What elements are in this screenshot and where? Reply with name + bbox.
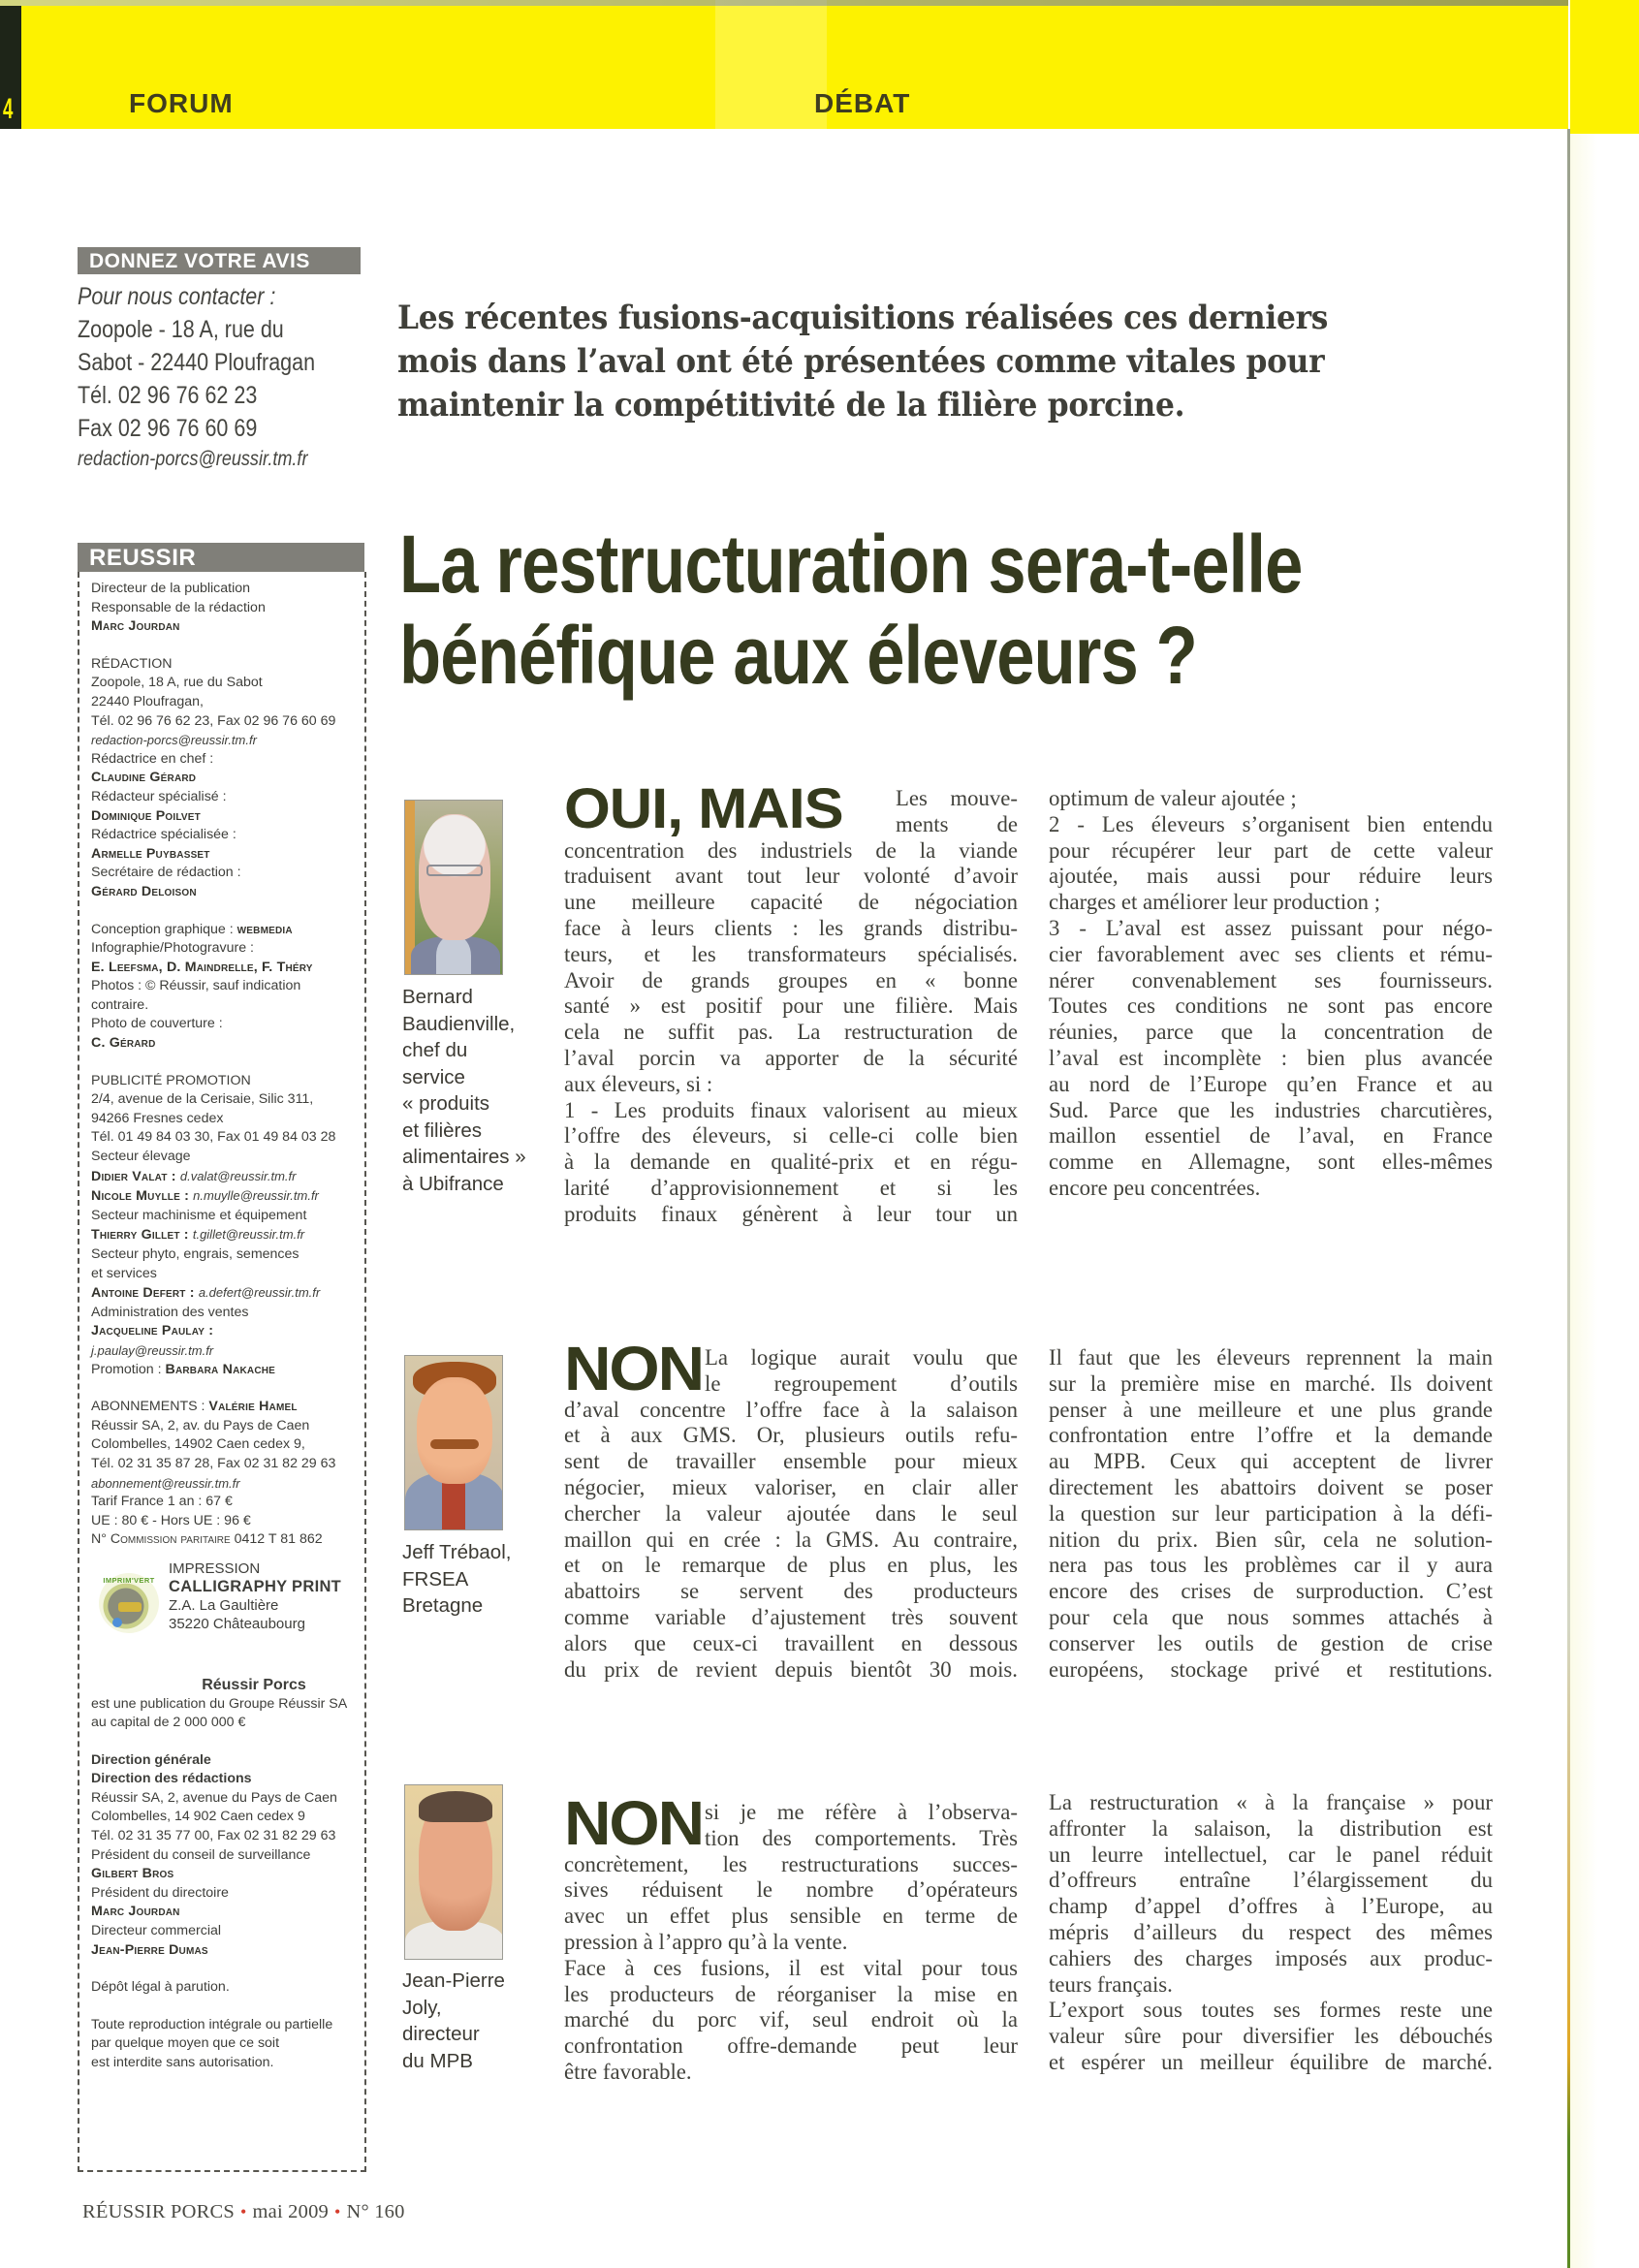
copyright-2: par quelque moyen que ce soit bbox=[91, 2035, 280, 2052]
redaction-label: RÉDACTION bbox=[91, 655, 173, 672]
masthead-box bbox=[78, 572, 366, 2172]
contact-email-link[interactable]: d.valat@reussir.tm.fr bbox=[179, 1168, 297, 1183]
bullet-separator: • bbox=[333, 2202, 341, 2221]
commercial-name: Jean-Pierre Dumas bbox=[91, 1941, 208, 1958]
top-edge-strip bbox=[0, 0, 1568, 6]
management-address-1: Réussir SA, 2, avenue du Pays de Caen bbox=[91, 1789, 337, 1806]
contact-fax: Fax 02 96 76 60 69 bbox=[78, 415, 258, 442]
redaction-phone: Tél. 02 96 76 62 23, Fax 02 96 76 60 69 bbox=[91, 712, 336, 729]
sector-phyto-2: et services bbox=[91, 1265, 157, 1281]
advertising-phone: Tél. 01 49 84 03 30, Fax 01 49 84 03 28 bbox=[91, 1129, 336, 1146]
contact-address-line2: Sabot - 22440 Ploufragan bbox=[78, 349, 316, 376]
subscriptions-phone: Tél. 02 31 35 87 28, Fax 02 31 82 29 63 bbox=[91, 1455, 336, 1471]
legal-deposit: Dépôt légal à parution. bbox=[91, 1979, 230, 1996]
debate-block-joly bbox=[399, 1769, 1495, 2137]
contact-details bbox=[78, 280, 366, 474]
redaction-address-1: Zoopole, 18 A, rue du Sabot bbox=[91, 675, 263, 691]
debate-text-column-1: Les mouve- ments de concentration des industriels de la viande traduisent avant tout leur volonté d’avoir une meilleure capacité de négociation face à leurs clients : les grands distribu- teurs, et les transformateurs spécialisés. Avoir de grands groupes en « bonne santé » est positif pour une filière. Mais cela ne suffit pas. La restructuration de l’aval porcin va apporter de la sécurité aux éleveurs, si : 1 - Les produits finaux valorisent au mieux l’offre des éleveurs, si celle-ci colle bien à la demande en qualité-prix et en régu- larité d’approvisionnement et si les produits finaux génèrent à leur tour un bbox=[564, 786, 1018, 1226]
person-caption-trebaol: Jeff Trébaol, FRSEA Bretagne bbox=[402, 1541, 512, 1617]
contact-phone: Tél. 02 96 76 62 23 bbox=[78, 382, 258, 409]
sales-admin-label: Administration des ventes bbox=[91, 1304, 249, 1320]
category-label: DÉBAT bbox=[814, 88, 911, 118]
contact-row: Thierry Gillet : t.gillet@reussir.tm.fr bbox=[91, 1227, 305, 1244]
contact-email-link[interactable]: a.defert@reussir.tm.fr bbox=[198, 1285, 321, 1301]
publication-name: Réussir Porcs bbox=[202, 1676, 306, 1693]
commission-row: N° Commission paritaire 0412 T 81 862 bbox=[91, 1531, 323, 1548]
management-address-2: Colombelles, 14 902 Caen cedex 9 bbox=[91, 1809, 305, 1825]
header-highlight-panel bbox=[715, 0, 827, 129]
secretary-label: Secrétaire de rédaction : bbox=[91, 865, 241, 881]
cover-name: C. Gérard bbox=[91, 1035, 156, 1052]
debate-block-baudienville bbox=[399, 777, 1495, 1304]
debate-text-column-1: La logique aurait voulu que le regroupement d’outils d’aval concentre l’offre face à la salaison et à aux GMS. Or, plusieurs outils refu- sent de travailler ensemble pour mieux négocier, mieux valoriser, en clair aller chercher la valeur ajoutée dans le seul maillon qui en crée : la GMS. Au contraire, et on le remarque de plus en plus, les abattoirs se servent des producteurs comme variable d’ajustement très souvent alors que ceux-ci travaillent en dessous du prix de revient depuis bientôt 30 mois. bbox=[564, 1345, 1018, 1682]
design-name: webmedia bbox=[236, 921, 293, 937]
redaction-address-2: 22440 Ploufragan, bbox=[91, 693, 204, 709]
copyright-1: Toute reproduction intégrale ou partielle bbox=[91, 2016, 333, 2032]
photos-credit-2: contraire. bbox=[91, 996, 149, 1013]
contact-box-title: DONNEZ VOTRE AVIS bbox=[78, 247, 361, 274]
contact-row: Antoine Defert : a.defert@reussir.tm.fr bbox=[91, 1285, 321, 1302]
contact-address-line1: Zoopole - 18 A, rue du bbox=[78, 316, 284, 343]
contact-lead: Pour nous contacter : bbox=[78, 283, 276, 310]
board-label: Président du conseil de surveillance bbox=[91, 1846, 311, 1863]
masthead bbox=[78, 543, 366, 2172]
section-label: FORUM bbox=[129, 88, 234, 118]
intro-line: mois dans l’aval ont été présentées comme vitales pour bbox=[397, 342, 1325, 381]
person-caption-joly: Jean-Pierre Joly, directeur du MPB bbox=[402, 1969, 505, 2072]
editor-chief-name: Claudine Gérard bbox=[91, 770, 197, 786]
management-label-2: Direction des rédactions bbox=[91, 1771, 252, 1787]
redaction-email-link[interactable]: redaction-porcs@reussir.tm.fr bbox=[91, 733, 257, 748]
intro-line: maintenir la compétitivité de la filière porcine. bbox=[397, 386, 1185, 425]
sales-admin-name: Jacqueline Paulay : bbox=[91, 1323, 214, 1339]
bullet-separator: • bbox=[239, 2202, 247, 2221]
debate-block-trebaol bbox=[399, 1336, 1495, 1743]
advertising-address-1: 2/4, avenue de la Cerisaie, Silic 311, bbox=[91, 1091, 314, 1108]
verdict-non: NON bbox=[564, 1334, 704, 1403]
director-name: Marc Jourdan bbox=[91, 618, 180, 635]
next-page-edge bbox=[1570, 0, 1639, 134]
portrait-photo-baudienville bbox=[404, 800, 503, 975]
footer-magazine: RÉUSSIR PORCS bbox=[82, 2201, 235, 2222]
page-footer bbox=[82, 2201, 405, 2223]
director-label-2: Responsable de la rédaction bbox=[91, 599, 266, 615]
headline-line: La restructuration sera-t-elle bbox=[399, 519, 1303, 610]
spec-editor-name: Dominique Poilvet bbox=[91, 807, 201, 824]
subscriptions-address-2: Colombelles, 14902 Caen cedex 9, bbox=[91, 1436, 305, 1453]
contact-email-link[interactable]: n.muylle@reussir.tm.fr bbox=[193, 1188, 319, 1204]
contact-row: Nicole Muylle : n.muylle@reussir.tm.fr bbox=[91, 1188, 319, 1205]
design-credit: Conception graphique : webmedia bbox=[91, 921, 293, 937]
advertising-address-2: 94266 Fresnes cedex bbox=[91, 1110, 224, 1126]
spec-editor2-name: Armelle Puybasset bbox=[91, 845, 210, 862]
debate-text-column-2: La restructuration « à la française » pour affronter la salaison, la distribution est un leurre intellectuel, car le panel réduit d’offreurs entraîne l’élargissement du champ d’appel d’offres à l’Europe, au mépris d’ailleurs du respect des mêmes cahiers des charges imposés aux produc- teurs français. L’export sous toutes ses formes reste une valeur sûre pour diversifier les débouchés et espérer un meilleur équilibre de marché. bbox=[1049, 1790, 1493, 2074]
directorate-name: Marc Jourdan bbox=[91, 1904, 180, 1920]
debate-text-column-1: si je me réfère à l’observa- tion des comportements. Très concrètement, les restructurations succes- sives réduisent le nombre d’opérateurs avec un effet plus sensible en terme de pression à l’appro qu’à la vente. Face à ces fusions, il est vital pour tous les producteurs de réorganiser la mise en marché du porc vif, seul endroit où la confrontation offre-demande peut leur être favorable. bbox=[564, 1800, 1018, 2084]
contact-email-link[interactable]: redaction-porcs@reussir.tm.fr bbox=[78, 448, 308, 470]
page-number-block bbox=[0, 6, 21, 129]
subscriptions-email-link[interactable]: abonnement@reussir.tm.fr bbox=[91, 1475, 240, 1491]
commercial-label: Directeur commercial bbox=[91, 1923, 222, 1939]
editor-chief-label: Rédactrice en chef : bbox=[91, 750, 214, 767]
management-label-1: Direction générale bbox=[91, 1751, 211, 1768]
verdict-non: NON bbox=[564, 1788, 704, 1858]
infographics-names: E. Leefsma, D. Maindrelle, F. Théry bbox=[91, 959, 313, 975]
person-caption-baudienville: Bernard Baudienville, chef du service « produits et filières alimentaires » à Ubifrance bbox=[402, 986, 526, 1195]
verdict-oui-mais: OUI, MAIS bbox=[564, 777, 843, 840]
imprim-vert-logo-text: IMPRIM'VERT bbox=[103, 1575, 155, 1585]
sector-livestock: Secteur élevage bbox=[91, 1149, 191, 1165]
publication-line-1: est une publication du Groupe Réussir SA bbox=[91, 1695, 348, 1712]
infographics-label: Infographie/Photogravure : bbox=[91, 940, 254, 957]
debate-text-column-2: Il faut que les éleveurs reprennent la main sur la première mise en marché. Ils doivent penser à une meilleure et une plus grande confrontation entre l’offre et la demande au MPB. Ceux qui acceptent de livrer directement les abattoirs doivent se poser la question sur leur participation à la défi- nition du prix. Bien sûr, cela ne solution- nera pas tous les problèmes car il y aura encore des crises de surproduction. C’est pour cela que nous sommes attachés à conserver les outils de gestion de crise européens, stockage privé et restitutions. bbox=[1049, 1345, 1493, 1682]
printer-address-2: 35220 Châteaubourg bbox=[169, 1615, 305, 1632]
promotion-row: Promotion : Barbara Nakache bbox=[91, 1361, 276, 1377]
article-intro bbox=[397, 297, 1493, 427]
printer-address-1: Z.A. La Gaultière bbox=[169, 1596, 279, 1614]
masthead-title: REUSSIR bbox=[78, 543, 364, 572]
headline-line: bénéfique aux éleveurs ? bbox=[399, 610, 1197, 701]
rate-eu: UE : 80 € - Hors UE : 96 € bbox=[91, 1512, 251, 1528]
advertising-label: PUBLICITÉ PROMOTION bbox=[91, 1072, 251, 1088]
sector-phyto: Secteur phyto, engrais, semences bbox=[91, 1246, 299, 1262]
subscriptions-row: ABONNEMENTS : Valérie Hamel bbox=[91, 1399, 298, 1415]
director-label: Directeur de la publication bbox=[91, 581, 251, 596]
page-gutter-line bbox=[1567, 129, 1570, 2268]
contact-email-link[interactable]: t.gillet@reussir.tm.fr bbox=[192, 1227, 305, 1243]
spec-editor-label: Rédacteur spécialisé : bbox=[91, 788, 227, 804]
cover-label: Photo de couverture : bbox=[91, 1016, 223, 1032]
photos-credit: Photos : © Réussir, sauf indication bbox=[91, 978, 301, 994]
contact-row: Didier Valat : d.valat@reussir.tm.fr bbox=[91, 1168, 297, 1184]
imprim-vert-logo bbox=[99, 1573, 159, 1633]
printer-block bbox=[91, 1559, 359, 1676]
portrait-photo-trebaol bbox=[404, 1355, 503, 1530]
publication-line-2: au capital de 2 000 000 € bbox=[91, 1715, 246, 1731]
next-page-margin bbox=[1570, 134, 1639, 2268]
directorate-label: Président du directoire bbox=[91, 1884, 229, 1901]
contact-box bbox=[78, 247, 366, 474]
footer-issue-date: mai 2009 bbox=[252, 2201, 329, 2222]
rate-france: Tarif France 1 an : 67 € bbox=[91, 1494, 233, 1510]
footer-issue-number: N° 160 bbox=[346, 2201, 405, 2222]
page-number: 4 bbox=[3, 93, 14, 125]
spec-editor2-label: Rédactrice spécialisée : bbox=[91, 827, 236, 843]
board-name: Gilbert Bros bbox=[91, 1866, 174, 1882]
debate-text-column-2: optimum de valeur ajoutée ; 2 - Les éleveurs s’organisent bien entendu pour récupérer leur part de cette valeur ajoutée, mais aussi pour réduire leurs charges et améliorer leur production ; 3 - L’aval est assez puissant pour négo- cier favorablement avec ses clients et rému- nérer convenablement ses fournisseurs. Toutes ces conditions ne sont pas encore réunies, parce que la concentration de l’aval est incomplète : bien plus avancée au nord de l’Europe qu’en France et au Sud. Parce que les industries charcutières, maillon essentiel de l’aval, en France comme en Allemagne, sont elles-mêmes encore peu concentrées. bbox=[1049, 786, 1493, 1200]
article-headline bbox=[399, 519, 1504, 701]
subscriptions-address-1: Réussir SA, 2, av. du Pays de Caen bbox=[91, 1417, 310, 1433]
secretary-name: Gérard Deloison bbox=[91, 883, 197, 899]
sales-admin-email-link[interactable]: j.paulay@reussir.tm.fr bbox=[91, 1342, 214, 1358]
header-band bbox=[0, 0, 1568, 129]
portrait-photo-joly bbox=[404, 1784, 503, 1960]
intro-line: Les récentes fusions-acquisitions réalisées ces derniers bbox=[397, 299, 1329, 337]
management-phone: Tél. 02 31 35 77 00, Fax 02 31 82 29 63 bbox=[91, 1828, 336, 1844]
printer-name: CALLIGRAPHY PRINT bbox=[169, 1577, 342, 1595]
printing-label: IMPRESSION bbox=[169, 1559, 261, 1577]
sector-machinery: Secteur machinisme et équipement bbox=[91, 1207, 307, 1223]
copyright-3: est interdite sans autorisation. bbox=[91, 2055, 274, 2070]
